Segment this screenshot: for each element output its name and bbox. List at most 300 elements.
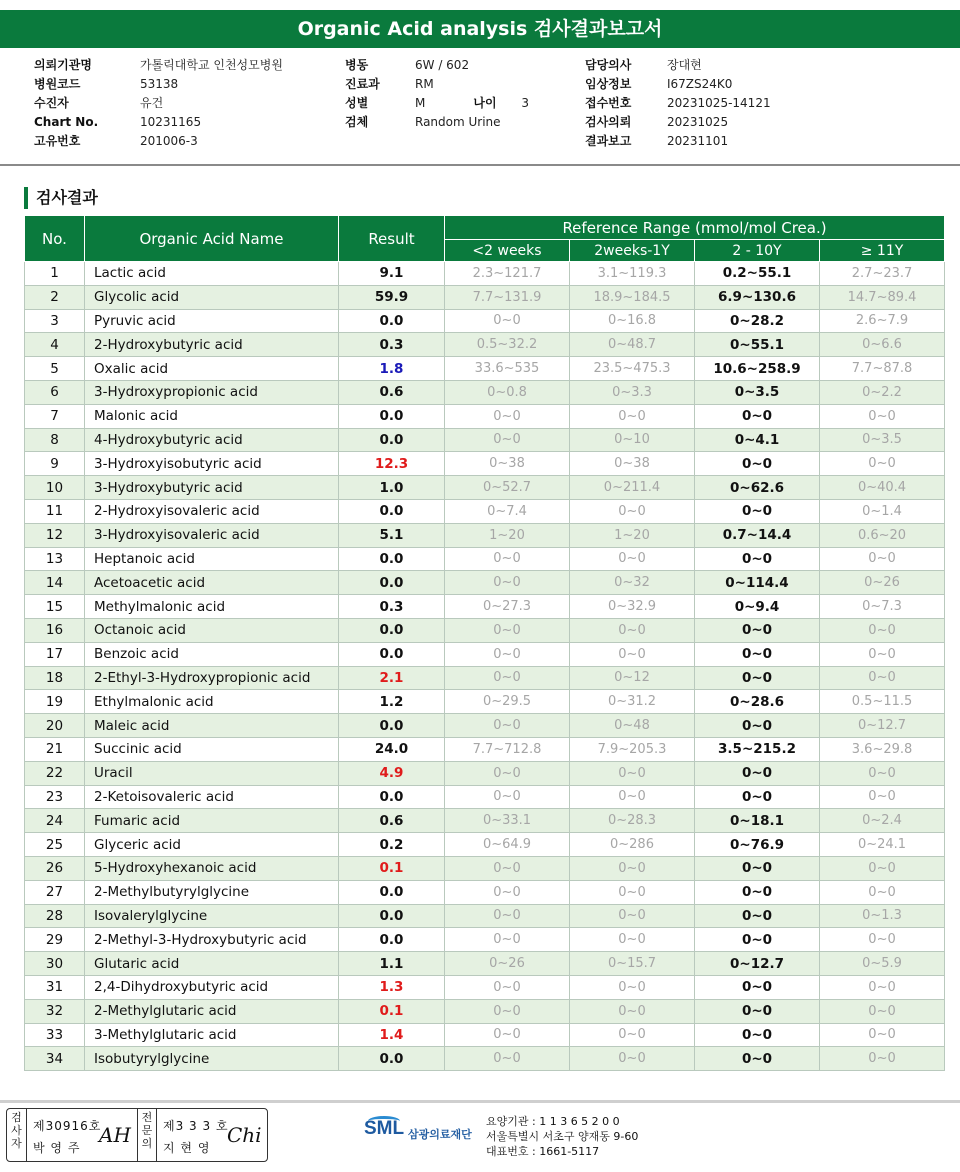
acid-name: Isobutyrylglycine [85,1047,339,1071]
info-column-doctor [585,56,771,151]
reference-range: 0~0 [695,1047,820,1071]
reference-range: 0~0 [445,880,570,904]
header-result: Result [339,216,445,262]
info-label: 수진자 [34,96,69,110]
table-row [25,452,945,476]
info-value: 20231025 [667,115,729,129]
specialist-label: 전문의 [137,1109,157,1161]
reference-range: 0~0 [570,928,695,952]
result-value: 0.1 [339,999,445,1023]
table-row [25,666,945,690]
row-number: 34 [25,1047,85,1071]
info-column-institution [34,56,283,151]
reference-range: 3.1~119.3 [570,262,695,286]
header-ref-ge11y: ≥ 11Y [820,240,945,262]
info-label: 임상정보 [585,77,632,91]
info-row [585,56,771,75]
header-name: Organic Acid Name [85,216,339,262]
reference-range: 0~32.9 [570,595,695,619]
result-value: 0.1 [339,856,445,880]
result-value: 1.0 [339,476,445,500]
reference-range: 0~0 [695,856,820,880]
reference-range: 0~3.5 [695,380,820,404]
reference-range: 0~0 [820,1047,945,1071]
row-number: 33 [25,1023,85,1047]
table-row [25,499,945,523]
examiner-info [33,1115,101,1159]
table-row [25,523,945,547]
info-value: 20231025-14121 [667,96,771,110]
acid-name: 3-Hydroxyisobutyric acid [85,452,339,476]
reference-range: 0~2.2 [820,380,945,404]
acid-name: Heptanoic acid [85,547,339,571]
reference-range: 0~64.9 [445,833,570,857]
reference-range: 0~0 [820,666,945,690]
table-row [25,642,945,666]
logo-text: SML [364,1118,405,1139]
table-row [25,880,945,904]
table-row [25,309,945,333]
header-ref-2w1y: 2weeks-1Y [570,240,695,262]
reference-range: 0~26 [445,952,570,976]
info-label: 검체 [345,115,369,129]
result-value: 0.0 [339,904,445,928]
reference-range: 0~0 [445,428,570,452]
reference-range: 0~10 [570,428,695,452]
row-number: 23 [25,785,85,809]
table-row [25,690,945,714]
info-row [34,132,283,151]
acid-name: Ethylmalonic acid [85,690,339,714]
reference-range: 0~0 [695,404,820,428]
result-value: 0.0 [339,499,445,523]
reference-range: 1~20 [445,523,570,547]
acid-name: 2-Hydroxybutyric acid [85,333,339,357]
reference-range: 0~0 [570,999,695,1023]
info-row [585,132,771,151]
row-number: 26 [25,856,85,880]
result-value: 0.0 [339,714,445,738]
acid-name: Octanoic acid [85,618,339,642]
reference-range: 0~0 [570,1023,695,1047]
info-value: M [415,96,426,110]
reference-range: 10.6~258.9 [695,357,820,381]
result-value: 0.3 [339,333,445,357]
reference-range: 7.7~87.8 [820,357,945,381]
reference-range: 0~12.7 [695,952,820,976]
result-value: 4.9 [339,761,445,785]
specialist-info [163,1115,229,1159]
row-number: 28 [25,904,85,928]
acid-name: 2-Methylbutyrylglycine [85,880,339,904]
reference-range: 0~33.1 [445,809,570,833]
result-value: 1.1 [339,952,445,976]
reference-range: 0~15.7 [570,952,695,976]
reference-range: 0.6~20 [820,523,945,547]
reference-range: 0~0 [820,928,945,952]
info-label: 고유번호 [34,134,81,148]
result-value: 0.0 [339,309,445,333]
reference-range: 0~0 [695,928,820,952]
info-value: 유건 [140,96,164,110]
info-row [585,113,771,132]
reference-range: 0~0 [820,618,945,642]
reference-range: 0~0 [570,880,695,904]
reference-range: 23.5~475.3 [570,357,695,381]
row-number: 19 [25,690,85,714]
table-row [25,737,945,761]
reference-range: 0~0 [695,904,820,928]
table-row [25,1023,945,1047]
reference-range: 0~114.4 [695,571,820,595]
sml-logo [364,1114,484,1158]
reference-range: 0~0 [570,404,695,428]
reference-range: 0~0 [445,404,570,428]
reference-range: 14.7~89.4 [820,285,945,309]
row-number: 16 [25,618,85,642]
reference-range: 0~28.6 [695,690,820,714]
reference-range: 0~0 [820,761,945,785]
reference-range: 0~55.1 [695,333,820,357]
acid-name: 2-Ethyl-3-Hydroxypropionic acid [85,666,339,690]
acid-name: 3-Hydroxypropionic acid [85,380,339,404]
reference-range: 0~0 [445,856,570,880]
info-label: 성별 [345,96,369,110]
result-value: 0.0 [339,618,445,642]
divider [0,164,960,166]
table-row [25,714,945,738]
acid-name: Oxalic acid [85,357,339,381]
result-value: 12.3 [339,452,445,476]
results-table [24,215,945,1071]
reference-range: 0~0 [445,571,570,595]
info-label: 병동 [345,58,369,72]
reference-range: 0~32 [570,571,695,595]
reference-range: 0~0 [695,761,820,785]
acid-name: Glycolic acid [85,285,339,309]
info-label: 담당의사 [585,58,632,72]
result-value: 2.1 [339,666,445,690]
result-value: 0.0 [339,642,445,666]
table-row [25,333,945,357]
reference-range: 33.6~535 [445,357,570,381]
table-row [25,904,945,928]
row-number: 12 [25,523,85,547]
row-number: 24 [25,809,85,833]
info-value: 10231165 [140,115,202,129]
result-value: 1.4 [339,1023,445,1047]
result-value: 1.8 [339,357,445,381]
reference-range: 0~0 [445,618,570,642]
table-row [25,428,945,452]
age-value: 3 [521,96,529,110]
row-number: 32 [25,999,85,1023]
acid-name: 3-Hydroxybutyric acid [85,476,339,500]
info-row [34,75,283,94]
reference-range: 3.5~215.2 [695,737,820,761]
reference-range: 0~27.3 [445,595,570,619]
row-number: 27 [25,880,85,904]
age-label: 나이 [473,96,497,110]
acid-name: 3-Methylglutaric acid [85,1023,339,1047]
reference-range: 0~6.6 [820,333,945,357]
reference-range: 0~62.6 [695,476,820,500]
row-number: 13 [25,547,85,571]
info-value: 201006-3 [140,134,198,148]
row-number: 15 [25,595,85,619]
acid-name: 4-Hydroxybutyric acid [85,428,339,452]
reference-range: 0~7.4 [445,499,570,523]
reference-range: 0~0 [695,999,820,1023]
reference-range: 0~28.3 [570,809,695,833]
reference-range: 0~28.2 [695,309,820,333]
reference-range: 0~0 [445,547,570,571]
reference-range: 0~0 [570,499,695,523]
acid-name: Fumaric acid [85,809,339,833]
acid-name: 2-Methyl-3-Hydroxybutyric acid [85,928,339,952]
reference-range: 0~0 [445,999,570,1023]
result-value: 0.0 [339,428,445,452]
acid-name: Uracil [85,761,339,785]
result-value: 0.0 [339,880,445,904]
specialist-name: 지 현 영 [163,1141,211,1155]
reference-range: 0~0 [445,928,570,952]
reference-range: 0~40.4 [820,476,945,500]
reference-range: 0~0 [570,618,695,642]
reference-range: 0~12 [570,666,695,690]
reference-range: 0~52.7 [445,476,570,500]
info-row [34,113,283,132]
table-row [25,761,945,785]
info-value: 6W / 602 [415,58,470,72]
result-value: 1.3 [339,975,445,999]
examiner-signature: AH [99,1123,131,1147]
row-number: 30 [25,952,85,976]
row-number: 14 [25,571,85,595]
row-number: 6 [25,380,85,404]
info-row [34,56,283,75]
result-value: 9.1 [339,262,445,286]
row-number: 22 [25,761,85,785]
reference-range: 0~0 [820,642,945,666]
reference-range: 0.5~11.5 [820,690,945,714]
row-number: 17 [25,642,85,666]
reference-range: 0~5.9 [820,952,945,976]
reference-range: 0~9.4 [695,595,820,619]
reference-range: 0~0 [570,547,695,571]
info-value: 장대현 [667,58,702,72]
reference-range: 0~0 [820,999,945,1023]
row-number: 20 [25,714,85,738]
reference-range: 0~0 [570,761,695,785]
address-line: 서울특별시 서초구 양재동 9-60 [486,1130,639,1143]
result-value: 0.2 [339,833,445,857]
reference-range: 6.9~130.6 [695,285,820,309]
reference-range: 0~0 [445,666,570,690]
info-label: 접수번호 [585,96,632,110]
table-row [25,975,945,999]
row-number: 8 [25,428,85,452]
reference-range: 0.2~55.1 [695,262,820,286]
table-row [25,404,945,428]
organization-name: 삼광의료재단 [408,1128,472,1141]
acid-name: 5-Hydroxyhexanoic acid [85,856,339,880]
reference-range: 0~0 [820,856,945,880]
info-row [345,56,529,75]
row-number: 31 [25,975,85,999]
reference-range: 0~76.9 [695,833,820,857]
header-reference-range: Reference Range (mmol/mol Crea.) [445,216,945,240]
result-value: 0.3 [339,595,445,619]
result-value: 0.0 [339,547,445,571]
reference-range: 0~18.1 [695,809,820,833]
info-value: 20231101 [667,134,729,148]
acid-name: Acetoacetic acid [85,571,339,595]
acid-name: 2-Ketoisovaleric acid [85,785,339,809]
reference-range: 0~286 [570,833,695,857]
reference-range: 0~38 [570,452,695,476]
reference-range: 0~0 [820,1023,945,1047]
reference-range: 2.3~121.7 [445,262,570,286]
table-row [25,833,945,857]
reference-range: 0~0 [695,1023,820,1047]
reference-range: 7.7~131.9 [445,285,570,309]
result-value: 59.9 [339,285,445,309]
examiner-id: 제30916호 [33,1119,102,1133]
reference-range: 0~0 [445,785,570,809]
acid-name: Maleic acid [85,714,339,738]
info-row [585,75,771,94]
reference-range: 0~0.8 [445,380,570,404]
info-row [345,94,529,113]
reference-range: 0~7.3 [820,595,945,619]
reference-range: 0~0 [820,452,945,476]
header-ref-lt2w: <2 weeks [445,240,570,262]
reference-range: 0~29.5 [445,690,570,714]
result-value: 0.6 [339,380,445,404]
row-number: 7 [25,404,85,428]
reference-range: 18.9~184.5 [570,285,695,309]
result-value: 0.0 [339,928,445,952]
reference-range: 0~0 [695,452,820,476]
row-number: 21 [25,737,85,761]
result-value: 0.0 [339,404,445,428]
result-value: 0.0 [339,785,445,809]
report-title: Organic Acid analysis 검사결과보고서 [0,10,960,48]
reference-range: 1~20 [570,523,695,547]
reference-range: 0~48.7 [570,333,695,357]
reference-range: 0~1.3 [820,904,945,928]
reference-range: 0~0 [695,785,820,809]
table-row [25,856,945,880]
reference-range: 0~1.4 [820,499,945,523]
reference-range: 0~0 [570,785,695,809]
reference-range: 0~0 [695,642,820,666]
row-number: 5 [25,357,85,381]
table-row [25,547,945,571]
info-label: 결과보고 [585,134,632,148]
table-row [25,618,945,642]
reference-range: 0~0 [820,880,945,904]
footer-divider [0,1100,960,1103]
reference-range: 0~0 [695,880,820,904]
reference-range: 3.6~29.8 [820,737,945,761]
table-row [25,952,945,976]
examiner-label: 검사자 [7,1109,27,1161]
acid-name: Succinic acid [85,737,339,761]
info-label: 의뢰기관명 [34,58,92,72]
acid-name: 2-Methylglutaric acid [85,999,339,1023]
reference-range: 0~0 [445,1023,570,1047]
examiner-name: 박 영 주 [33,1141,81,1155]
info-label: 병원코드 [34,77,81,91]
header-no: No. [25,216,85,262]
reference-range: 0~0 [445,714,570,738]
reference-range: 0.5~32.2 [445,333,570,357]
header-ref-2-10y: 2 - 10Y [695,240,820,262]
table-row [25,999,945,1023]
acid-name: 2,4-Dihydroxybutyric acid [85,975,339,999]
result-value: 0.0 [339,1047,445,1071]
info-value: 53138 [140,77,179,91]
reference-range: 0~0 [570,975,695,999]
reference-range: 0~0 [445,309,570,333]
table-row [25,595,945,619]
row-number: 29 [25,928,85,952]
reference-range: 0~26 [820,571,945,595]
acid-name: Glyceric acid [85,833,339,857]
reference-range: 0~0 [695,499,820,523]
address-line: 대표번호 : 1661-5117 [486,1145,600,1158]
result-value: 5.1 [339,523,445,547]
reference-range: 0~0 [695,618,820,642]
reference-range: 0~211.4 [570,476,695,500]
acid-name: Isovalerylglycine [85,904,339,928]
table-row [25,380,945,404]
table-row [25,571,945,595]
acid-name: Glutaric acid [85,952,339,976]
reference-range: 0~3.3 [570,380,695,404]
info-row [345,75,529,94]
specialist-signature: Chi [227,1123,262,1147]
reference-range: 0~0 [570,904,695,928]
row-number: 3 [25,309,85,333]
table-row [25,476,945,500]
result-value: 1.2 [339,690,445,714]
row-number: 4 [25,333,85,357]
info-value: Random Urine [415,115,501,129]
acid-name: 2-Hydroxyisovaleric acid [85,499,339,523]
result-value: 0.6 [339,809,445,833]
reference-range: 0~0 [445,642,570,666]
reference-range: 0~0 [820,404,945,428]
table-row [25,357,945,381]
acid-name: Benzoic acid [85,642,339,666]
acid-name: Lactic acid [85,262,339,286]
info-row [345,113,529,132]
row-number: 10 [25,476,85,500]
reference-range: 0~0 [695,714,820,738]
result-value: 24.0 [339,737,445,761]
table-row [25,1047,945,1071]
row-number: 1 [25,262,85,286]
reference-range: 7.9~205.3 [570,737,695,761]
info-row [34,94,283,113]
row-number: 11 [25,499,85,523]
acid-name: 3-Hydroxyisovaleric acid [85,523,339,547]
reference-range: 0~0 [570,1047,695,1071]
info-value: I67ZS24K0 [667,77,733,91]
